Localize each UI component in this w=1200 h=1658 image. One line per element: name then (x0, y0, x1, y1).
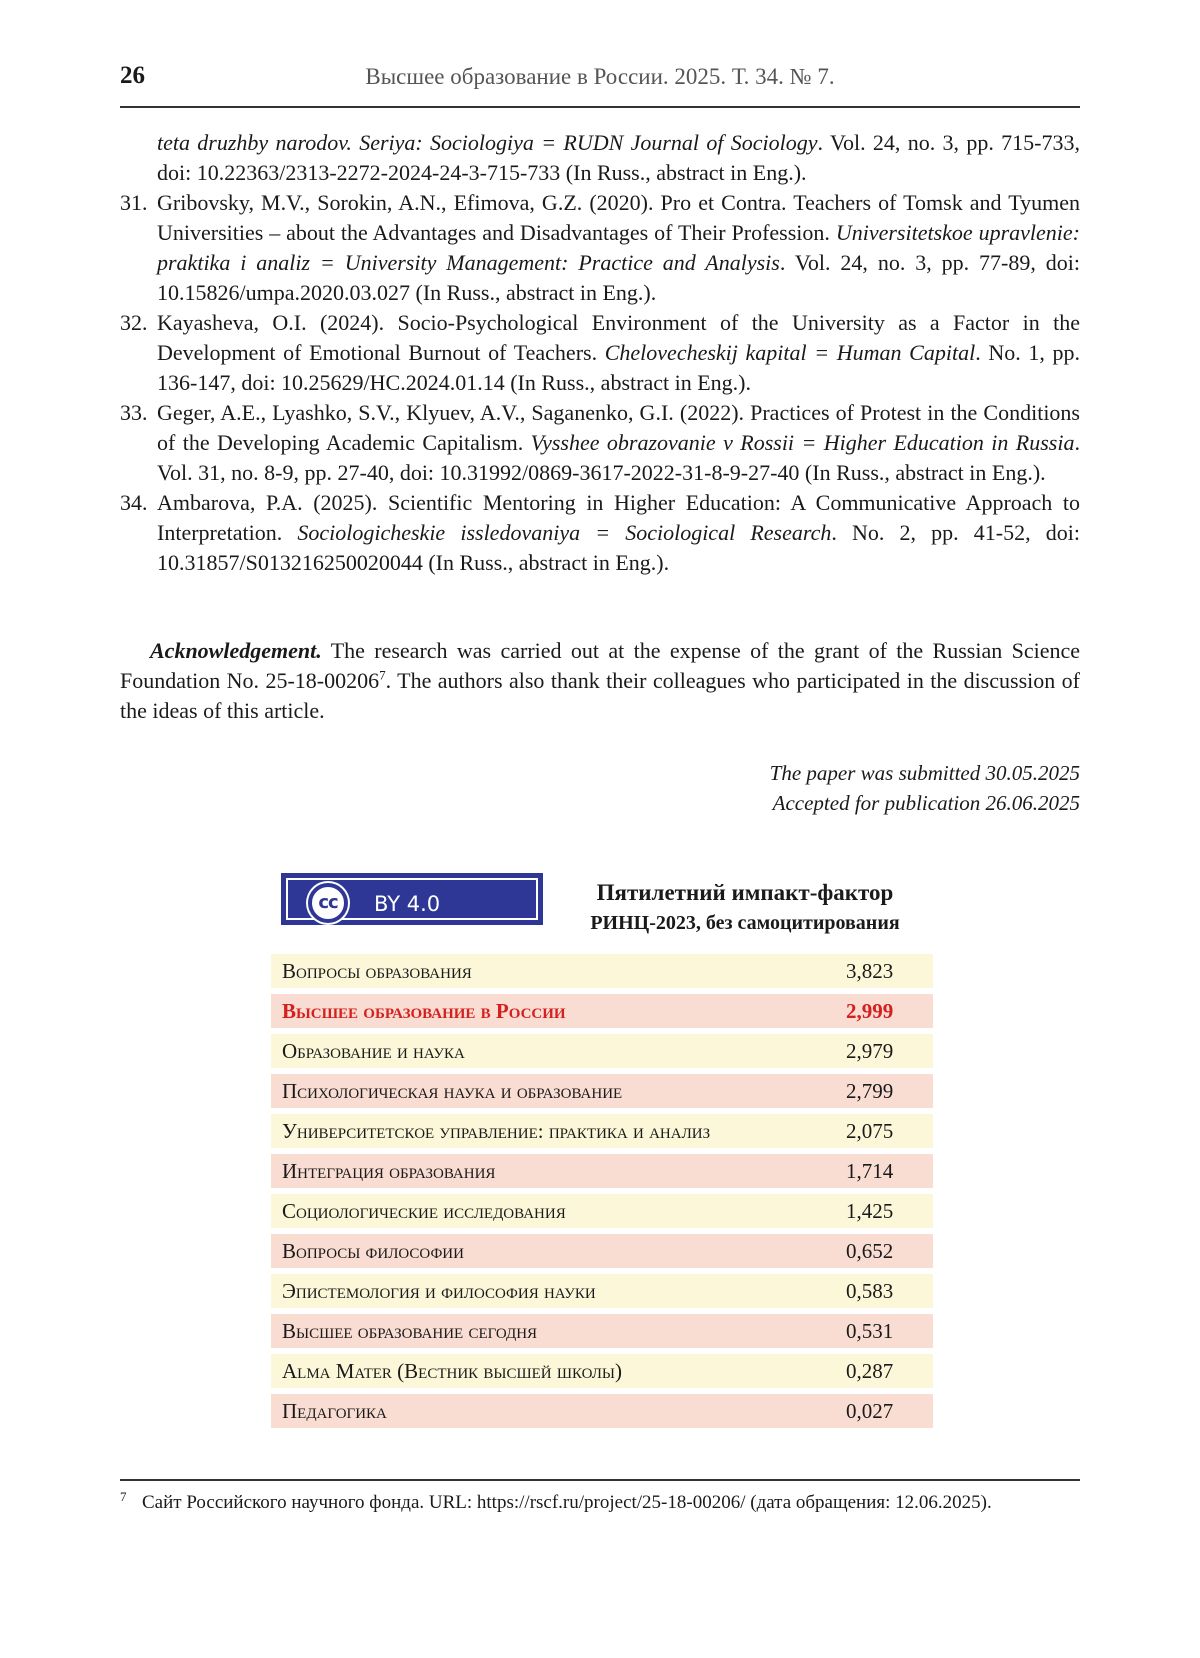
reference-source-title: teta druzhby narodov. Seriya: Sociologiya = RUDN Journal of Sociology (157, 130, 818, 155)
reference-number: 31. (120, 190, 148, 215)
acknowledgement-text-after: . The authors also thank their colleagues who participated in the discussion of the ideas of this article. (120, 668, 1080, 723)
footnote-text: Сайт Российского научного фонда. URL: https://rscf.ru/project/25-18-00206/ (дата обращения: 12.06.2025). (142, 1492, 992, 1513)
journal-name: Alma Mater (Вестник высшей школы) (282, 1359, 622, 1383)
journal-name: Интеграция образования (282, 1159, 496, 1183)
reference-text-segment: . No. 1, pp. 136-147, doi: 10.25629/HC.2024.01.14 (In Russ., abstract in Eng.). (157, 340, 1080, 395)
reference-item (120, 188, 1080, 308)
reference-text-segment: Gribovsky, M.V., Sorokin, A.N., Efimova, G.Z. (2020). Pro et Contra. Teachers of Tomsk and Tyumen Universities – about the Advantages and Disadvantages of Their Profession. (157, 190, 1080, 245)
footnote (120, 1479, 1080, 1516)
impact-factor-value: 1,714 (846, 1159, 894, 1183)
running-title: Высшее образование в России. 2025. Т. 34. № 7. (365, 64, 835, 89)
journal-name: Высшее образование сегодня (282, 1319, 538, 1343)
reference-source-title: Sociologicheskie issledovaniya = Sociological Research (297, 520, 832, 545)
impact-factor-row (271, 1114, 933, 1148)
reference-item (120, 128, 1080, 188)
reference-text-segment: . No. 2, pp. 41-52, doi: 10.31857/S013216250020044 (In Russ., abstract in Eng.). (157, 520, 1080, 575)
page-number: 26 (120, 62, 145, 89)
journal-name: Социологические исследования (282, 1199, 566, 1223)
impact-factor-title-line2: РИНЦ-2023, без самоцитирования (590, 912, 900, 934)
accepted-date: Accepted for publication 26.06.2025 (772, 791, 1080, 815)
reference-item (120, 488, 1080, 578)
journal-name: Эпистемология и философия науки (282, 1279, 596, 1303)
journal-name: Университетское управление: практика и анализ (282, 1119, 711, 1143)
impact-factor-row (271, 1154, 933, 1188)
impact-factor-row (271, 1274, 933, 1308)
reference-number: 32. (120, 310, 148, 335)
journal-name: Образование и наука (282, 1039, 465, 1063)
impact-factor-title (560, 878, 930, 938)
reference-text (157, 310, 1080, 395)
acknowledgement-text-before: The research was carried out at the expense of the grant of the Russian Science Foundation No. 25-18-00206 (120, 638, 1080, 693)
reference-number: 33. (120, 400, 148, 425)
journal-name: Высшее образование в России (282, 999, 566, 1023)
reference-text (157, 190, 1080, 305)
submitted-date: The paper was submitted 30.05.2025 (769, 761, 1080, 785)
reference-text-segment: Kayasheva, O.I. (2024). Socio-Psychological Environment of the University as a Factor in the Development of Emotional Burnout of Teachers. (157, 310, 1080, 365)
journal-name: Вопросы образования (282, 959, 472, 983)
impact-factor-row (271, 1074, 933, 1108)
impact-factor-row (271, 994, 933, 1028)
impact-factor-value: 0,287 (846, 1359, 894, 1383)
reference-text (157, 130, 1080, 185)
reference-text-segment: Ambarova, P.A. (2025). Scientific Mentoring in Higher Education: A Communicative Approach to Interpretation. (157, 490, 1080, 545)
impact-factor-value: 3,823 (846, 959, 894, 983)
creative-commons-icon: cc (308, 883, 348, 923)
reference-source-title: Universitetskoe upravlenie: praktika i analiz = University Management: Practice and Analysis (157, 220, 1080, 275)
impact-factor-value: 2,799 (846, 1079, 894, 1103)
reference-list (120, 128, 1080, 578)
footnote-number: 7 (120, 1489, 127, 1504)
reference-text (157, 400, 1080, 485)
impact-factor-row (271, 1394, 933, 1428)
journal-name: Педагогика (282, 1399, 387, 1423)
impact-factor-value: 2,979 (846, 1039, 894, 1063)
reference-source-title: Chelovecheskij kapital = Human Capital (604, 340, 976, 365)
cc-license-label: BY 4.0 (374, 892, 441, 916)
footnote-mark[interactable]: 7 (379, 667, 386, 683)
reference-text (157, 490, 1080, 575)
impact-factor-value: 0,652 (846, 1239, 894, 1263)
impact-factor-value: 2,999 (846, 999, 894, 1023)
cc-badge-frame (286, 878, 538, 920)
impact-factor-row (271, 1194, 933, 1228)
acknowledgement-label: Acknowledgement. (150, 638, 322, 663)
page-header (120, 62, 1080, 108)
cc-license-badge[interactable] (281, 873, 543, 925)
reference-text-segment: . Vol. 24, no. 3, pp. 77-89, doi: 10.15826/umpa.2020.03.027 (In Russ., abstract in Eng.). (157, 250, 1080, 305)
impact-factor-value: 0,027 (846, 1399, 894, 1423)
reference-item (120, 308, 1080, 398)
impact-factor-row (271, 1234, 933, 1268)
reference-text-segment: Geger, A.E., Lyashko, S.V., Klyuev, A.V., Saganenko, G.I. (2022). Practices of Protest in the Conditions of the Developing Academic Capitalism. (157, 400, 1080, 455)
reference-text-segment: . Vol. 31, no. 8-9, pp. 27-40, doi: 10.31992/0869-3617-2022-31-8-9-27-40 (In Russ., abstract in Eng.). (157, 430, 1080, 485)
journal-name: Вопросы философии (282, 1239, 464, 1263)
reference-item (120, 398, 1080, 488)
publication-dates (770, 758, 1080, 818)
footnote-row (120, 1489, 1080, 1516)
impact-factor-table (271, 954, 933, 1434)
journal-name: Психологическая наука и образование (282, 1079, 623, 1103)
reference-text-segment: . Vol. 24, no. 3, pp. 715-733, doi: 10.22363/2313-2272-2024-24-3-715-733 (In Russ., abstract in Eng.). (157, 130, 1081, 185)
impact-factor-title-line1: Пятилетний импакт-фактор (596, 880, 894, 905)
impact-factor-row (271, 954, 933, 988)
impact-factor-value: 0,531 (846, 1319, 894, 1343)
reference-source-title: Vysshee obrazovanie v Rossii = Higher Education in Russia (530, 430, 1075, 455)
impact-factor-value: 0,583 (846, 1279, 894, 1303)
reference-number: 34. (120, 490, 148, 515)
impact-factor-row (271, 1314, 933, 1348)
impact-factor-row (271, 1354, 933, 1388)
impact-factor-value: 1,425 (846, 1199, 894, 1223)
impact-factor-row (271, 1034, 933, 1068)
impact-factor-value: 2,075 (846, 1119, 894, 1143)
acknowledgement (120, 636, 1080, 726)
